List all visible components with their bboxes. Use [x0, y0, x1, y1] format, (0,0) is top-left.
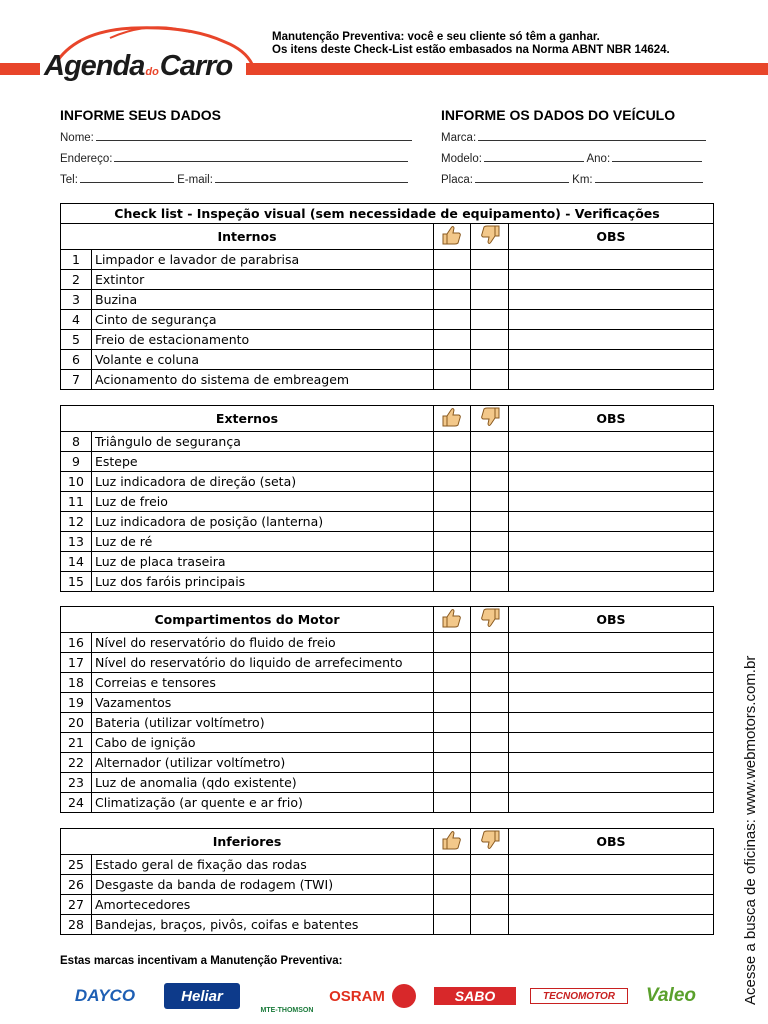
- item-number: 19: [61, 693, 92, 713]
- obs-field[interactable]: [509, 330, 714, 350]
- brand-logo-dayco: DAYCO: [74, 986, 136, 1005]
- rejected-checkbox[interactable]: [471, 452, 509, 472]
- rejected-checkbox[interactable]: [471, 693, 509, 713]
- plate-km-field[interactable]: [441, 172, 703, 186]
- osram-emblem-icon: [392, 984, 416, 1008]
- approved-checkbox[interactable]: [434, 793, 471, 813]
- obs-column-header: OBS: [509, 607, 714, 633]
- obs-field[interactable]: [509, 753, 714, 773]
- item-number: 21: [61, 733, 92, 753]
- item-number: 18: [61, 673, 92, 693]
- item-number: 28: [61, 915, 92, 935]
- item-number: 24: [61, 793, 92, 813]
- model-year-field[interactable]: [441, 151, 702, 165]
- obs-field[interactable]: [509, 693, 714, 713]
- personal-data-title: INFORME SEUS DADOS: [60, 107, 222, 123]
- item-label: Climatização (ar quente e ar frio): [92, 793, 434, 813]
- approved-checkbox[interactable]: [434, 633, 471, 653]
- rejected-checkbox[interactable]: [471, 753, 509, 773]
- brand-logo-valeo: Valeo: [646, 985, 696, 1006]
- rejected-checkbox[interactable]: [471, 512, 509, 532]
- obs-column-header: OBS: [509, 406, 714, 432]
- name-label: Nome:: [60, 132, 94, 144]
- rejected-column-header: [471, 406, 509, 432]
- obs-field[interactable]: [509, 713, 714, 733]
- km-label: Km:: [572, 174, 593, 186]
- approved-checkbox[interactable]: [434, 773, 471, 793]
- item-number: 17: [61, 653, 92, 673]
- obs-field[interactable]: [509, 653, 714, 673]
- checklist-row: [61, 572, 714, 592]
- obs-field[interactable]: [509, 370, 714, 390]
- item-label: Volante e coluna: [92, 350, 434, 370]
- obs-field[interactable]: [509, 875, 714, 895]
- checklist-row: [61, 290, 714, 310]
- item-number: 8: [61, 432, 92, 452]
- sponsor-brands: [60, 978, 710, 1018]
- item-number: 1: [61, 250, 92, 270]
- thumbs-up-icon: [441, 224, 463, 246]
- obs-field[interactable]: [509, 532, 714, 552]
- email-label: E-mail:: [177, 174, 213, 186]
- rejected-checkbox[interactable]: [471, 472, 509, 492]
- obs-field[interactable]: [509, 552, 714, 572]
- brand-label: Marca:: [441, 132, 477, 144]
- obs-field[interactable]: [509, 452, 714, 472]
- thumbs-down-icon: [479, 829, 501, 851]
- approved-checkbox[interactable]: [434, 855, 471, 875]
- logo-end-text: Carro: [159, 50, 233, 82]
- item-label: Luz de anomalia (qdo existente): [92, 773, 434, 793]
- header-accent-line: [0, 63, 768, 75]
- sponsors-text: Estas marcas incentivam a Manutenção Preventiva:: [60, 955, 343, 967]
- rejected-checkbox[interactable]: [471, 270, 509, 290]
- tagline-line-1: Manutenção Preventiva: você e seu cliente só têm a ganhar.: [272, 31, 600, 43]
- rejected-checkbox[interactable]: [471, 733, 509, 753]
- rejected-checkbox[interactable]: [471, 855, 509, 875]
- section-title: Internos: [61, 224, 434, 250]
- checklist-row: [61, 855, 714, 875]
- item-number: 12: [61, 512, 92, 532]
- item-label: Desgaste da banda de rodagem (TWI): [92, 875, 434, 895]
- checklist-row: [61, 895, 714, 915]
- item-label: Triângulo de segurança: [92, 432, 434, 452]
- rejected-column-header: [471, 607, 509, 633]
- checklist-row: [61, 250, 714, 270]
- approved-checkbox[interactable]: [434, 290, 471, 310]
- approved-checkbox[interactable]: [434, 673, 471, 693]
- obs-field[interactable]: [509, 793, 714, 813]
- approved-checkbox[interactable]: [434, 875, 471, 895]
- checklist-row: [61, 915, 714, 935]
- item-label: Limpador e lavador de parabrisa: [92, 250, 434, 270]
- tagline-line-2: Os itens deste Check-List estão embasados na Norma ABNT NBR 14624.: [272, 44, 670, 56]
- checklist-row: [61, 270, 714, 290]
- brand-logo-tecnomotor: TECNOMOTOR: [530, 988, 628, 1004]
- item-number: 26: [61, 875, 92, 895]
- obs-column-header: OBS: [509, 224, 714, 250]
- section-title: Inferiores: [61, 829, 434, 855]
- approved-checkbox[interactable]: [434, 572, 471, 592]
- approved-checkbox[interactable]: [434, 452, 471, 472]
- item-label: Luz indicadora de posição (lanterna): [92, 512, 434, 532]
- agenda-do-carro-logo: [40, 20, 260, 92]
- checklist-row: [61, 330, 714, 350]
- name-field[interactable]: [60, 130, 412, 144]
- item-number: 11: [61, 492, 92, 512]
- checklist-row: [61, 793, 714, 813]
- checklist-row: [61, 713, 714, 733]
- item-number: 7: [61, 370, 92, 390]
- rejected-checkbox[interactable]: [471, 572, 509, 592]
- brand-field[interactable]: [441, 130, 706, 144]
- rejected-checkbox[interactable]: [471, 432, 509, 452]
- year-label: Ano:: [586, 153, 611, 165]
- rejected-checkbox[interactable]: [471, 713, 509, 733]
- obs-column-header: OBS: [509, 829, 714, 855]
- item-label: Luz de placa traseira: [92, 552, 434, 572]
- rejected-checkbox[interactable]: [471, 552, 509, 572]
- item-label: Freio de estacionamento: [92, 330, 434, 350]
- checklist-table-motor: [60, 606, 714, 813]
- obs-field[interactable]: [509, 250, 714, 270]
- item-label: Extintor: [92, 270, 434, 290]
- rejected-checkbox[interactable]: [471, 370, 509, 390]
- item-label: Cabo de ignição: [92, 733, 434, 753]
- item-number: 14: [61, 552, 92, 572]
- approved-checkbox[interactable]: [434, 733, 471, 753]
- obs-field[interactable]: [509, 512, 714, 532]
- brand-logo-heliar: Heliar: [164, 983, 240, 1009]
- item-label: Luz indicadora de direção (seta): [92, 472, 434, 492]
- checklist-table-inferiores: [60, 828, 714, 935]
- item-label: Cinto de segurança: [92, 310, 434, 330]
- item-number: 10: [61, 472, 92, 492]
- obs-field[interactable]: [509, 915, 714, 935]
- rejected-checkbox[interactable]: [471, 793, 509, 813]
- approved-checkbox[interactable]: [434, 713, 471, 733]
- item-number: 2: [61, 270, 92, 290]
- side-website-text: Acesse a busca de oficinas: www.webmotors.com.br: [742, 655, 759, 1005]
- checklist-row: [61, 653, 714, 673]
- rejected-checkbox[interactable]: [471, 673, 509, 693]
- item-number: 5: [61, 330, 92, 350]
- rejected-checkbox[interactable]: [471, 290, 509, 310]
- model-label: Modelo:: [441, 153, 482, 165]
- vehicle-data-title: INFORME OS DADOS DO VEÍCULO: [441, 107, 676, 123]
- approved-checkbox[interactable]: [434, 532, 471, 552]
- item-number: 4: [61, 310, 92, 330]
- approved-checkbox[interactable]: [434, 693, 471, 713]
- approved-checkbox[interactable]: [434, 753, 471, 773]
- rejected-checkbox[interactable]: [471, 350, 509, 370]
- approved-column-header: [434, 607, 471, 633]
- checklist-row: [61, 532, 714, 552]
- obs-field[interactable]: [509, 492, 714, 512]
- item-label: Amortecedores: [92, 895, 434, 915]
- checklist-row: [61, 753, 714, 773]
- item-label: Estepe: [92, 452, 434, 472]
- thumbs-up-icon: [441, 607, 463, 629]
- checklist-table-internos: [60, 203, 714, 390]
- rejected-checkbox[interactable]: [471, 875, 509, 895]
- item-label: Luz de freio: [92, 492, 434, 512]
- approved-column-header: [434, 224, 471, 250]
- item-label: Nível do reservatório do fluido de freio: [92, 633, 434, 653]
- obs-field[interactable]: [509, 290, 714, 310]
- checklist-row: [61, 693, 714, 713]
- checklist-row: [61, 432, 714, 452]
- checklist-row: [61, 552, 714, 572]
- item-number: 22: [61, 753, 92, 773]
- item-label: Vazamentos: [92, 693, 434, 713]
- checklist-row: [61, 472, 714, 492]
- rejected-checkbox[interactable]: [471, 330, 509, 350]
- obs-field[interactable]: [509, 855, 714, 875]
- checklist-row: [61, 452, 714, 472]
- item-number: 27: [61, 895, 92, 915]
- item-label: Luz dos faróis principais: [92, 572, 434, 592]
- item-label: Correias e tensores: [92, 673, 434, 693]
- approved-checkbox[interactable]: [434, 895, 471, 915]
- rejected-checkbox[interactable]: [471, 653, 509, 673]
- approved-checkbox[interactable]: [434, 653, 471, 673]
- thumbs-down-icon: [479, 607, 501, 629]
- item-number: 6: [61, 350, 92, 370]
- approved-checkbox[interactable]: [434, 432, 471, 452]
- checklist-row: [61, 310, 714, 330]
- thumbs-up-icon: [441, 829, 463, 851]
- obs-field[interactable]: [509, 350, 714, 370]
- checklist-caption: Check list - Inspeção visual (sem necessidade de equipamento) - Verificações: [61, 204, 714, 224]
- checklist-row: [61, 673, 714, 693]
- rejected-checkbox[interactable]: [471, 895, 509, 915]
- obs-field[interactable]: [509, 310, 714, 330]
- approved-checkbox[interactable]: [434, 250, 471, 270]
- logo-small-text: do: [145, 66, 159, 78]
- approved-checkbox[interactable]: [434, 370, 471, 390]
- item-number: 16: [61, 633, 92, 653]
- obs-field[interactable]: [509, 673, 714, 693]
- address-field[interactable]: [60, 151, 408, 165]
- obs-field[interactable]: [509, 633, 714, 653]
- rejected-column-header: [471, 829, 509, 855]
- obs-field[interactable]: [509, 270, 714, 290]
- approved-checkbox[interactable]: [434, 330, 471, 350]
- thumbs-down-icon: [479, 224, 501, 246]
- item-number: 3: [61, 290, 92, 310]
- checklist-row: [61, 773, 714, 793]
- header-tagline: [272, 31, 670, 57]
- address-label: Endereço:: [60, 153, 113, 165]
- checklist-row: [61, 875, 714, 895]
- rejected-checkbox[interactable]: [471, 915, 509, 935]
- item-label: Bateria (utilizar voltímetro): [92, 713, 434, 733]
- item-label: Nível do reservatório do liquido de arrefecimento: [92, 653, 434, 673]
- approved-column-header: [434, 829, 471, 855]
- obs-field[interactable]: [509, 472, 714, 492]
- approved-checkbox[interactable]: [434, 310, 471, 330]
- rejected-checkbox[interactable]: [471, 633, 509, 653]
- obs-field[interactable]: [509, 432, 714, 452]
- checklist-row: [61, 370, 714, 390]
- item-number: 13: [61, 532, 92, 552]
- thumbs-up-icon: [441, 406, 463, 428]
- section-title: Externos: [61, 406, 434, 432]
- thumbs-down-icon: [479, 406, 501, 428]
- item-number: 15: [61, 572, 92, 592]
- section-title: Compartimentos do Motor: [61, 607, 434, 633]
- rejected-checkbox[interactable]: [471, 310, 509, 330]
- approved-checkbox[interactable]: [434, 270, 471, 290]
- obs-field[interactable]: [509, 895, 714, 915]
- brand-logo-sabo: SABO: [434, 987, 516, 1005]
- approved-checkbox[interactable]: [434, 492, 471, 512]
- item-number: 20: [61, 713, 92, 733]
- item-label: Buzina: [92, 290, 434, 310]
- rejected-column-header: [471, 224, 509, 250]
- obs-field[interactable]: [509, 733, 714, 753]
- brand-logo-osram: OSRAM: [329, 987, 385, 1005]
- rejected-checkbox[interactable]: [471, 532, 509, 552]
- item-label: Luz de ré: [92, 532, 434, 552]
- approved-checkbox[interactable]: [434, 552, 471, 572]
- rejected-checkbox[interactable]: [471, 250, 509, 270]
- item-label: Estado geral de fixação das rodas: [92, 855, 434, 875]
- item-number: 9: [61, 452, 92, 472]
- phone-email-field[interactable]: [60, 172, 408, 186]
- phone-label: Tel:: [60, 174, 78, 186]
- brand-logo-mte-thomson: MTE-THOMSON: [260, 1007, 314, 1014]
- plate-label: Placa:: [441, 174, 473, 186]
- approved-checkbox[interactable]: [434, 350, 471, 370]
- checklist-row: [61, 350, 714, 370]
- approved-checkbox[interactable]: [434, 472, 471, 492]
- checklist-row: [61, 633, 714, 653]
- rejected-checkbox[interactable]: [471, 773, 509, 793]
- rejected-checkbox[interactable]: [471, 492, 509, 512]
- checklist-row: [61, 733, 714, 753]
- item-label: Acionamento do sistema de embreagem: [92, 370, 434, 390]
- checklist-row: [61, 512, 714, 532]
- checklist-table-externos: [60, 405, 714, 592]
- item-number: 25: [61, 855, 92, 875]
- approved-checkbox[interactable]: [434, 915, 471, 935]
- logo-main-text: Agenda: [44, 50, 145, 82]
- obs-field[interactable]: [509, 572, 714, 592]
- item-label: Bandejas, braços, pivôs, coifas e batentes: [92, 915, 434, 935]
- item-label: Alternador (utilizar voltímetro): [92, 753, 434, 773]
- approved-checkbox[interactable]: [434, 512, 471, 532]
- checklist-row: [61, 492, 714, 512]
- approved-column-header: [434, 406, 471, 432]
- item-number: 23: [61, 773, 92, 793]
- obs-field[interactable]: [509, 773, 714, 793]
